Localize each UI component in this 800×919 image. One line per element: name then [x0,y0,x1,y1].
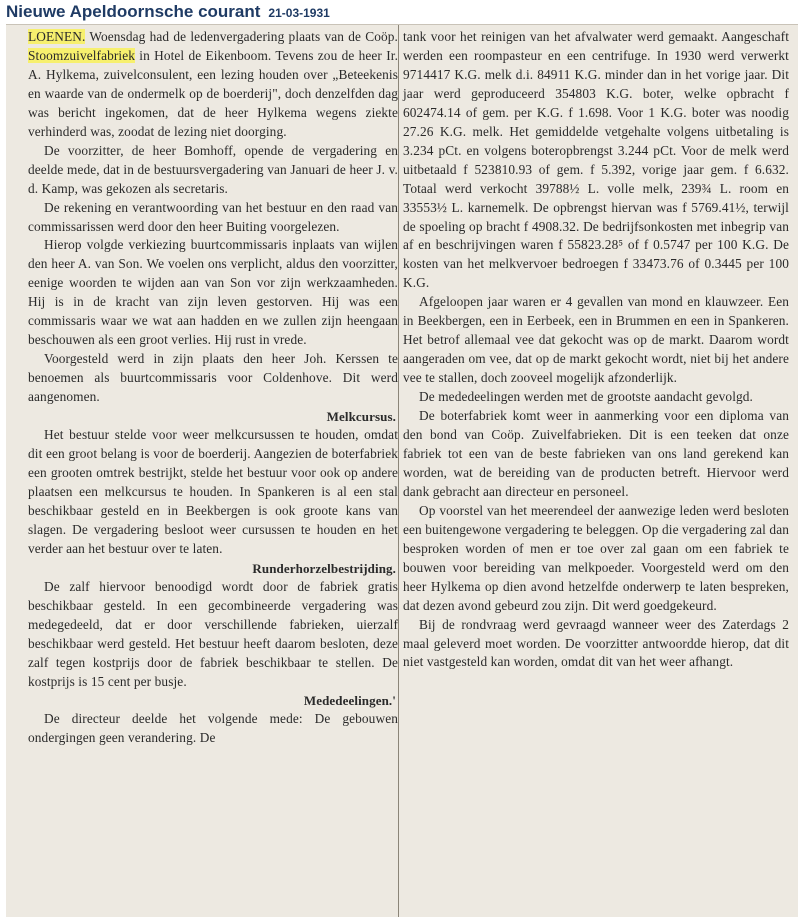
paragraph-voorgesteld: Voorgesteld werd in zijn plaats den heer Joh. Kerssen te benoemen als buurtcommissaris voor Coldenhove. Dit werd aangenomen. [28,351,398,405]
publication-date: 21-03-1931 [268,6,330,20]
subheading-runderhorzel: Runderhorzelbestrijding. [252,560,396,576]
article-column-right [403,28,789,917]
masthead [0,0,800,24]
newspaper-clipping [6,24,798,917]
place-name-highlight: LOENEN. [28,29,86,44]
lead-text-2: in Hotel de Eikenboom. Tevens zou de heer Ir. A. Hylkema, zuivelconsulent, een lezing houden over „Beteekenis en waarde van de ondermelk op de boerderij", doch denzelfden dag was bericht ingekomen, dat de heer Hylkema wegens ziekte verhinderd was, zoodat de lezing niet doorging. [28,47,398,139]
newspaper-title: Nieuwe Apeldoornsche courant [6,2,261,21]
article-column-left [28,28,398,917]
paragraph-directeur: De directeur deelde het volgende mede: De gebouwen ondergingen geen verandering. De [28,711,398,746]
paragraph-zalf: De zalf hiervoor benoodigd wordt door de fabriek gratis beschikbaar gesteld. In een gecombineerde vergadering was medegedeeld, dat er door verschillende fabrieken, uierzalf beschikbaar werd gesteld. Het bestuur heeft daarom besloten, deze zalf tegen kostprijs door de fabriek beschikbaar te stellen. De kostprijs is 15 cent per busje. [28,578,398,689]
paragraph-melkcursus: Het bestuur stelde voor weer melkcursussen te houden, omdat dit een groot belang is voor de boerderij. Aangezien de boterfabriek een grooten omtrek bestrijkt, stelde het bestuur voor ook op andere plaatsen een melkcursus te houden. In Spankeren is al een stal beschikbaar gesteld en in Beekbergen is ook groote kans van slagen. De vergadering besloot weer cursussen te houden en het verder aan het bestuur over te laten. [28,427,398,556]
paragraph-verkiezing: Hierop volgde verkiezing buurtcommissaris inplaats van wijlen den heer A. van Son. We voelen ons verplicht, aldus den voorzitter, eenige woorden te wijden aan van Son vor zijn werkzaamheden. Hij is in de kracht van zijn leven gestorven. Hij was een commissaris waar we wat aan hadden en we zullen zijn heengaan beschouwen als een groot verlies. Hij rust in vrede. [28,237,398,348]
lead-text-1: Woensdag had de ledenvergadering plaats van de Coöp. [85,29,398,44]
subheading-mededeelingen: Mededeelingen.' [303,693,396,709]
paragraph-cijfers: tank voor het reinigen van het afvalwater werd gemaakt. Aangeschaft werden een roompasteur en een centrifuge. In 1930 werd verwerkt 9714417 K.G. melk d.i. 84911 K.G. minder dan in het vorige jaar. Dit jaar werd geproduceerd 354803 K.G. boter, welke opbracht f 602474.14 of gem. per K.G. f 1.698. Voor 1 K.G. boter was noodig 27.26 K.G. melk. Het gemiddelde vetgehalte volgens uitbetaling is 3.234 pCt. en volgens boteropbrengst 3.244 pCt. Voor de melk werd uitbetaald f 523810.93 of gem. f 5.392, vorige jaar gem. f 6.632. Totaal werd verkocht 39788½ L. volle melk, 239¾ L. room en 33553½ L. karnemelk. De opbrengst hiervan was f 5769.41½, terwijl de spoeling op bracht f 4908.32. De bedrijfsonkosten met inbegrip van af en beschrijvingen waren f 55823.28⁵ of f 0.5747 per 100 K.G. De kosten van het melkvervoer bedroegen f 33473.76 of 0.3445 per 100 K.G. [403,29,789,291]
paragraph-rondvraag: Bij de rondvraag werd gevraagd wanneer weer des Zaterdags 2 maal geleverd moet worden. De voorzitter antwoordde hierop, dat dit niet vastgesteld kan worden, omdat dit van het weer afhangt. [403,616,789,670]
column-divider [398,25,399,917]
paragraph-voorzitter: De voorzitter, de heer Bomhoff, opende de vergadering en deelde mede, dat in de bestuursvergadering van Januari de heer J. v. d. Kamp, was gekozen als secretaris. [28,142,398,196]
paragraph-aandacht: De mededeelingen werden met de grootste aandacht gevolgd. [419,389,753,405]
paragraph-mond-klauwzeer: Afgeloopen jaar waren er 4 gevallen van mond en klauwzeer. Een in Beekbergen, een in Eerbeek, een in Brummen en een in Spankeren. Het betrof allemaal vee dat gekocht was op de markt. Daarom wordt aangeraden om vee, dat op de markt gekocht wordt, niet bij het andere vee te stallen, doch zooveel mogelijk afzonderlijk. [403,294,789,386]
paragraph-buitengewone-vergadering: Op voorstel van het meerendeel der aanwezige leden werd besloten een buitengewone vergadering te beleggen. Op die vergadering zal dan besproken worden of men er toe over zal gaan om een fabriek te bouwen voor bereiding van melkpoeder. Voorgesteld werd om den heer Hylkema op dien avond hetzelfde onderwerp te laten bespreken, dat dezen avond gebeurd zou zijn. Dit werd goedgekeurd. [403,502,789,613]
paragraph-diploma: De boterfabriek komt weer in aanmerking voor een diploma van den bond van Coöp. Zuivelfabrieken. Dit is een teeken dat onze fabriek tot een van de beste fabrieken van ons land gerekend kan worden, wat de bereiding van de producten betreft. Hiervoor werd dank gebracht aan directeur en personeel. [403,408,789,499]
lead-paragraph [28,28,398,142]
factory-name-highlight: Stoomzuivelfabriek [28,47,136,63]
paragraph-rekening: De rekening en verantwoording van het bestuur en den raad van commissarissen werd door den heer Buiting voorgelezen. [28,199,398,234]
subheading-melkcursus: Melkcursus. [326,409,396,425]
